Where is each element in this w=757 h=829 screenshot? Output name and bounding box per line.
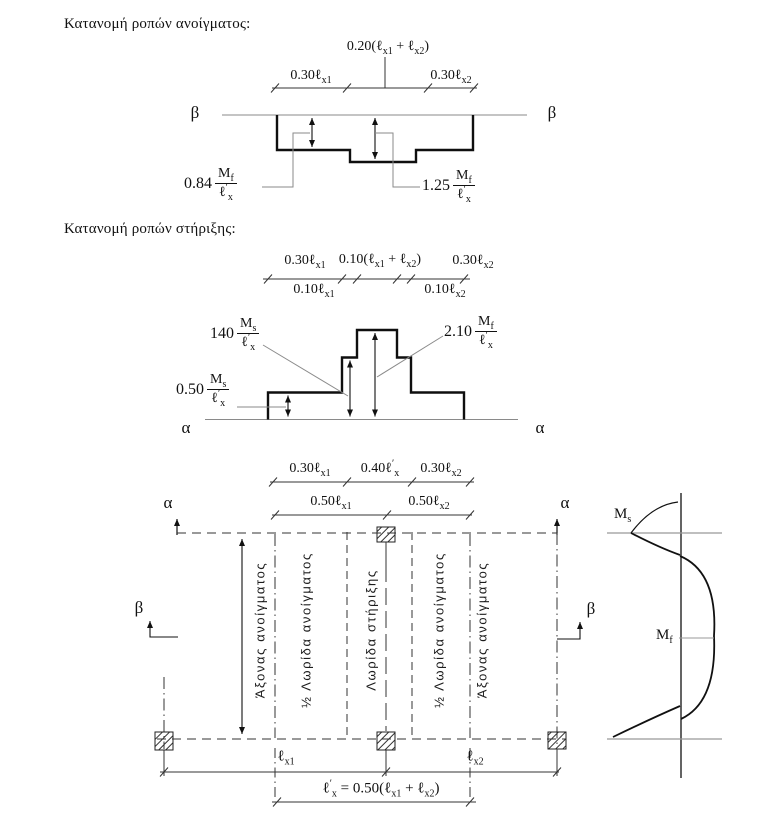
column-bottom-left: [155, 732, 173, 750]
numerator: $M_s$: [237, 316, 259, 334]
fraction: [215, 166, 237, 201]
denominator: ℓ′$_x$: [241, 332, 256, 353]
cut-letter-alpha-left: α: [181, 418, 191, 437]
moment-value-210: [444, 314, 497, 349]
dim-label-010lx1: 0.10ℓ$_{x1}$: [293, 282, 335, 300]
plan-dim-030lx2: 0.30ℓ$_{x2}$: [420, 461, 462, 479]
support-moment-cusp-lower: [631, 533, 680, 555]
coefficient: 140: [210, 324, 234, 342]
denominator: ℓ′$_x$: [478, 330, 493, 351]
denominator: ℓ′$_x$: [218, 182, 233, 203]
column-bottom-right: [548, 732, 566, 749]
moment-value-050: [176, 372, 229, 407]
plan-lprime-dimension: [272, 798, 476, 807]
moment-value-125: [422, 168, 475, 203]
plan-dim-050lx1: 0.50ℓ$_{x1}$: [310, 494, 352, 512]
fraction: [475, 314, 497, 349]
span-length-lx1: ℓ$_{x1}$: [277, 748, 295, 768]
dim-label-010lx2: 0.10ℓ$_{x2}$: [424, 282, 466, 300]
cut-letter-beta-right: β: [547, 103, 557, 122]
strip-label-half-span-right: ½ Λωρίδα ανοίγματος: [431, 552, 447, 708]
column-top-center: [377, 527, 395, 542]
moment-label-ms: $M_s$: [614, 506, 632, 525]
strip-label-support-strip: Λωρίδα στήριξης: [363, 569, 379, 691]
numerator: $M_f$: [475, 314, 497, 332]
plan-cut-alpha-left: α: [163, 493, 173, 512]
slab-panel-edges: [157, 533, 566, 739]
dim-label-030lx1: 0.30ℓ$_{x1}$: [290, 68, 332, 86]
plan-bottom-dimension: [160, 768, 561, 777]
column-stem-lines: [164, 542, 557, 800]
coefficient: 1.25: [422, 176, 450, 194]
fraction: [453, 168, 475, 203]
support-moment-cusp-bottom: [613, 706, 680, 737]
span-section-title: Κατανομή ροπών ανοίγματος:: [64, 16, 251, 32]
coefficient: 2.10: [444, 322, 472, 340]
plan-cut-alpha-right: α: [560, 493, 570, 512]
support-moment-cusp-upper: [631, 502, 678, 533]
columns: [155, 527, 566, 750]
plan-dimension-row1: [269, 478, 474, 487]
dim-label-030lx1-sup: 0.30ℓ$_{x1}$: [284, 253, 326, 271]
support-depth-arrows: [288, 333, 375, 417]
strip-label-span-axis-right: Άξονας ανοίγματος: [474, 561, 490, 699]
coefficient: 0.50: [176, 380, 204, 398]
dim-label-030lx2-sup: 0.30ℓ$_{x2}$: [452, 253, 494, 271]
span-depth-arrows: [312, 118, 375, 159]
support-section-title: Κατανομή ροπών στήριξης:: [64, 221, 236, 237]
coefficient: 0.84: [184, 174, 212, 192]
strip-label-span-axis-left: Άξονας ανοίγματος: [252, 561, 268, 699]
numerator: $M_s$: [207, 372, 229, 390]
cut-letter-alpha-right: α: [535, 418, 545, 437]
lprime-formula: ℓ′$_x$ = 0.50(ℓ$_{x1}$ + ℓ$_{x2}$): [322, 778, 440, 800]
fraction: [237, 316, 259, 351]
plan-dim-040lx: 0.40ℓ′$_x$: [360, 458, 400, 479]
plan-dimension-row2: [271, 511, 474, 520]
column-bottom-center: [377, 732, 395, 750]
moment-value-140: [210, 316, 259, 351]
denominator: ℓ′$_x$: [211, 388, 226, 409]
denominator: ℓ′$_x$: [456, 184, 471, 205]
numerator: $M_f$: [215, 166, 237, 184]
support-moment-profile: [268, 330, 464, 420]
strip-boundary-lines: [164, 532, 557, 749]
numerator: $M_f$: [453, 168, 475, 186]
span-length-lx2: ℓ$_{x2}$: [466, 748, 484, 768]
plan-cut-beta-left: β: [134, 598, 144, 617]
dim-label-010sum: 0.10(ℓ$_{x1}$ + ℓ$_{x2}$): [338, 252, 422, 270]
moment-label-mf: $M_f$: [656, 627, 673, 646]
span-leader-lines: [262, 133, 420, 187]
dim-label-020: 0.20(ℓ$_{x1}$ + ℓ$_{x2}$): [346, 39, 430, 57]
fraction: [207, 372, 229, 407]
cut-letter-beta-left: β: [190, 103, 200, 122]
strip-label-half-span-left: ½ Λωρίδα ανοίγματος: [298, 552, 314, 708]
plan-dim-030lx1: 0.30ℓ$_{x1}$: [289, 461, 331, 479]
plan-cut-beta-right: β: [586, 599, 596, 618]
dim-label-030lx2: 0.30ℓ$_{x2}$: [430, 68, 472, 86]
plan-dim-050lx2: 0.50ℓ$_{x2}$: [408, 494, 450, 512]
moment-value-084: [184, 166, 237, 201]
